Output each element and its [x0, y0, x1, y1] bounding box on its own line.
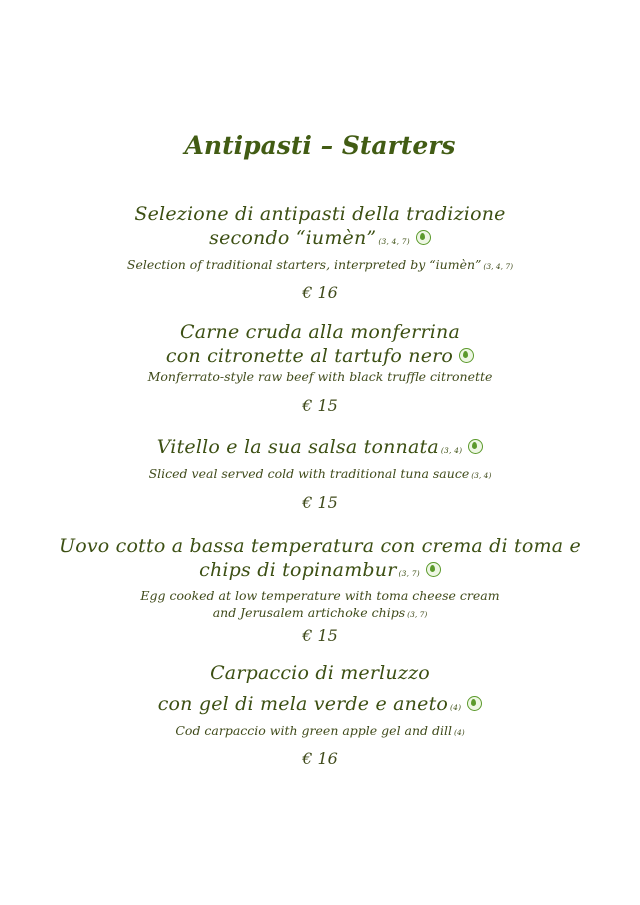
dish-2-italian-name-text: con citronette al tartufo nero: [165, 345, 454, 367]
menu-section-title: Antipasti – Starters: [184, 131, 456, 160]
dish-4-italian-name-line-2: [0, 559, 640, 581]
dish-2-italian-name-line-2: [0, 345, 640, 367]
dish-1-allergens: (3, 4, 7): [378, 237, 410, 246]
dish-1-english-description: [0, 257, 640, 272]
dish-3-english-description: [0, 466, 640, 481]
dish-1-italian-name-line-2: [0, 227, 640, 249]
dish-1-italian-name-text: secondo “iumèn”: [209, 227, 377, 249]
dish-4-price: € 15: [302, 626, 338, 645]
dish-2-price: € 15: [302, 396, 338, 415]
dish-4-english-allergens: (3, 7): [407, 610, 428, 619]
dish-1-english-allergens: (3, 4, 7): [483, 262, 514, 271]
vegetarian-leaf-icon: [426, 562, 441, 577]
dish-4-italian-name-line-1: Uovo cotto a bassa temperatura con crema di toma e: [59, 535, 581, 557]
dish-1-english-text: Selection of traditional starters, interpreted by “iumèn”: [126, 257, 482, 272]
dish-2-italian-name-line-1: Carne cruda alla monferrina: [180, 321, 460, 343]
dish-4-allergens: (3, 7): [398, 569, 420, 578]
dish-5-italian-name-line-1: Carpaccio di merluzzo: [210, 662, 430, 684]
dish-3-english-text: Sliced veal served cold with traditional tuna sauce: [148, 466, 470, 481]
dish-4-english-description-line-1: Egg cooked at low temperature with toma cheese cream: [140, 588, 500, 603]
dish-1-italian-name-line-1: Selezione di antipasti della tradizione: [134, 203, 506, 225]
dish-5-english-allergens: (4): [454, 728, 465, 737]
dish-5-allergens: (4): [450, 703, 462, 712]
dish-5-english-description: [0, 723, 640, 738]
dish-4-english-description-line-2: [0, 605, 640, 620]
dish-3-price: € 15: [302, 493, 338, 512]
dish-5-italian-name-text: con gel di mela verde e aneto: [157, 693, 449, 715]
dish-5-italian-name-line-2: [0, 693, 640, 715]
vegetarian-leaf-icon: [416, 230, 431, 245]
dish-5-price: € 16: [302, 749, 338, 768]
vegetarian-leaf-icon: [459, 348, 474, 363]
dish-3-italian-name-text: Vitello e la sua salsa tonnata: [156, 436, 439, 458]
dish-2-english-description: Monferrato-style raw beef with black truffle citronette: [147, 369, 493, 384]
vegetarian-leaf-icon: [468, 439, 483, 454]
dish-1-price: € 16: [302, 283, 338, 302]
dish-4-italian-name-text: chips di topinambur: [199, 559, 397, 581]
dish-3-allergens: (3, 4): [440, 446, 463, 455]
dish-3-italian-name: [0, 436, 640, 458]
vegetarian-leaf-icon: [467, 696, 482, 711]
dish-4-english-text: and Jerusalem artichoke chips: [212, 605, 406, 620]
dish-3-english-allergens: (3, 4): [471, 471, 492, 480]
dish-5-english-text: Cod carpaccio with green apple gel and dill: [175, 723, 453, 738]
